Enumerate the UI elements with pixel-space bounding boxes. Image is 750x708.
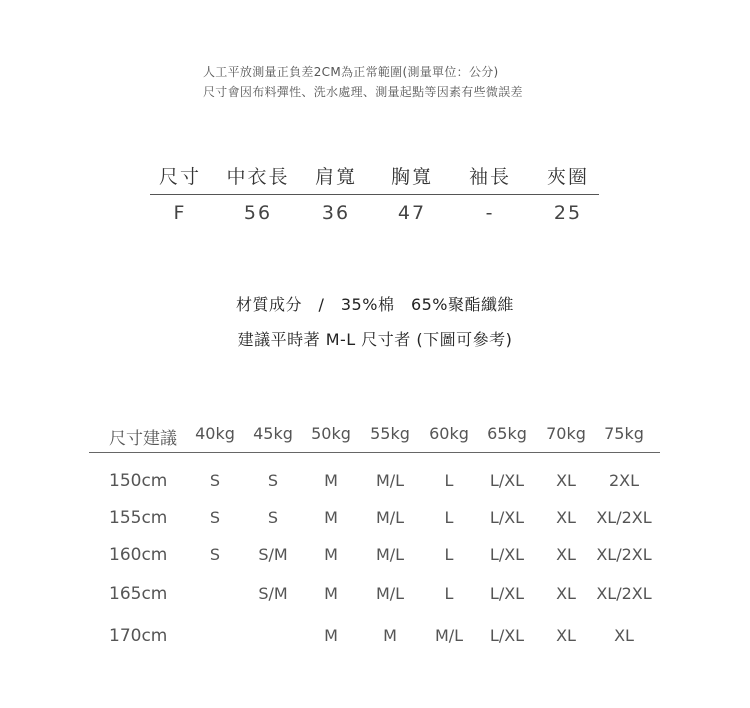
size-cell: L/XL xyxy=(489,508,525,527)
size-cell: L/XL xyxy=(489,626,525,645)
size-cell: M/L xyxy=(375,471,405,490)
row-label-cell: 155cm xyxy=(109,508,168,528)
size-guide-divider xyxy=(89,452,660,453)
size-guide-row xyxy=(0,626,750,650)
header-sleeve: 袖長 xyxy=(468,166,512,188)
size-cell: S/M xyxy=(258,545,288,564)
header-shoulder: 肩寬 xyxy=(314,166,358,188)
size-cell: XL xyxy=(556,508,576,527)
size-cell: XL xyxy=(556,584,576,603)
size-cell: XL xyxy=(556,545,576,564)
measurement-divider xyxy=(150,194,599,195)
size-cell: L/XL xyxy=(489,545,525,564)
size-cell: 75kg xyxy=(604,424,644,443)
header-length: 中衣長 xyxy=(226,166,290,188)
value-length: 56 xyxy=(243,202,273,224)
value-armhole: 25 xyxy=(553,202,583,224)
header-chest: 胸寬 xyxy=(390,166,434,188)
header-armhole: 夾圈 xyxy=(546,166,590,188)
size-cell: L xyxy=(444,545,454,564)
size-cell: L/XL xyxy=(489,471,525,490)
size-cell: M/L xyxy=(375,508,405,527)
value-size: F xyxy=(173,202,187,224)
size-cell: M xyxy=(324,626,338,645)
value-sleeve: - xyxy=(485,202,495,224)
size-cell: M xyxy=(324,471,338,490)
size-cell: 70kg xyxy=(546,424,586,443)
size-cell: 45kg xyxy=(253,424,293,443)
size-cell: S xyxy=(209,508,221,527)
size-cell: S xyxy=(209,471,221,490)
size-cell: M/L xyxy=(375,545,405,564)
size-cell: S xyxy=(209,545,221,564)
size-guide-header xyxy=(0,424,750,448)
measurement-table-header xyxy=(150,162,600,192)
size-cell: S/M xyxy=(258,584,288,603)
size-cell: 55kg xyxy=(370,424,410,443)
size-cell: XL/2XL xyxy=(596,584,652,603)
size-cell: M/L xyxy=(375,584,405,603)
size-cell: L xyxy=(444,584,454,603)
size-cell: M xyxy=(324,545,338,564)
value-chest: 47 xyxy=(397,202,427,224)
size-cell: M xyxy=(324,584,338,603)
material-info: 材質成分 / 35%棉 65%聚酯纖維 xyxy=(235,295,515,314)
row-label-cell: 170cm xyxy=(109,626,168,646)
error-note: 尺寸會因布料彈性、洗水處理、測量起點等因素有些微誤差 xyxy=(203,85,523,99)
size-cell: 60kg xyxy=(429,424,469,443)
size-cell: M xyxy=(324,508,338,527)
size-guide-row xyxy=(0,508,750,532)
size-cell: L xyxy=(444,471,454,490)
size-cell: 2XL xyxy=(608,471,640,490)
header-size: 尺寸 xyxy=(158,166,202,188)
row-label-cell: 尺寸建議 xyxy=(109,429,177,449)
value-shoulder: 36 xyxy=(321,202,351,224)
size-cell: 65kg xyxy=(487,424,527,443)
row-label-cell: 165cm xyxy=(109,584,168,604)
size-guide-row xyxy=(0,584,750,608)
size-cell: L xyxy=(444,508,454,527)
measurement-note: 人工平放測量正負差2CM為正常範圍(測量單位：公分) xyxy=(203,65,499,79)
size-cell: XL xyxy=(556,471,576,490)
size-cell: L/XL xyxy=(489,584,525,603)
size-cell: S xyxy=(267,508,279,527)
size-cell: XL/2XL xyxy=(596,508,652,527)
size-guide-row xyxy=(0,471,750,495)
size-cell: 40kg xyxy=(195,424,235,443)
measurement-table-row xyxy=(150,202,600,232)
size-cell: M xyxy=(383,626,397,645)
size-cell: XL xyxy=(556,626,576,645)
size-cell: XL xyxy=(614,626,634,645)
size-cell: 50kg xyxy=(311,424,351,443)
size-cell: XL/2XL xyxy=(596,545,652,564)
size-cell: M/L xyxy=(434,626,464,645)
size-suggestion: 建議平時著 M-L 尺寸者 (下圖可參考) xyxy=(237,330,513,349)
row-label-cell: 160cm xyxy=(109,545,168,565)
size-guide-row xyxy=(0,545,750,569)
row-label-cell: 150cm xyxy=(109,471,168,491)
size-cell: S xyxy=(267,471,279,490)
